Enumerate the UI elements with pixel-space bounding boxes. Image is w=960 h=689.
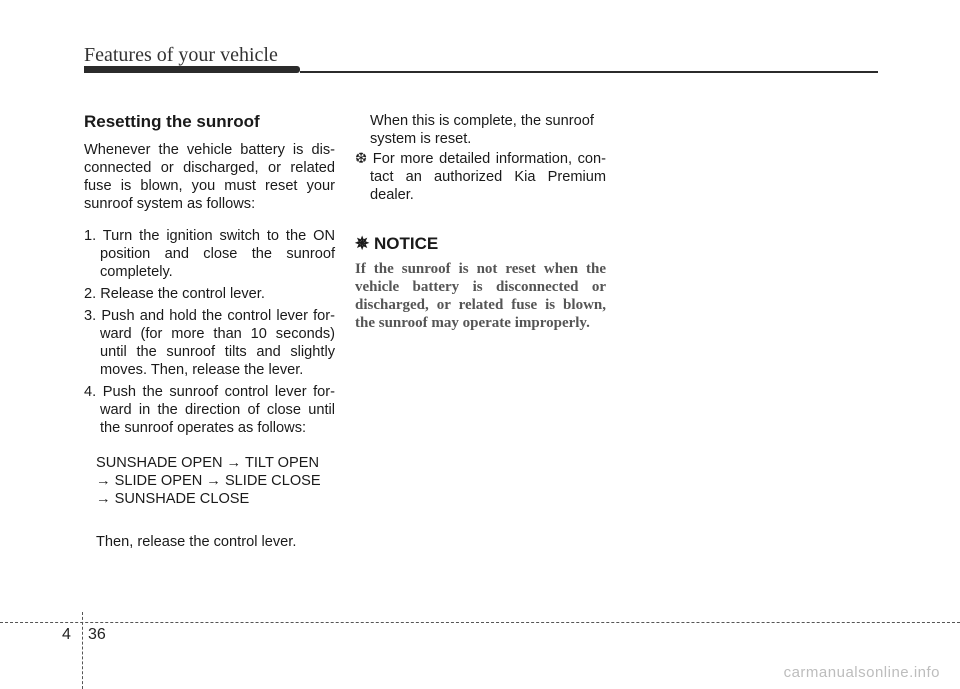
page-number: 36 <box>88 626 106 643</box>
chapter-number: 4 <box>62 626 71 643</box>
notice-heading: ✵ NOTICE <box>355 234 439 253</box>
header-rule-thin <box>300 71 878 73</box>
completion-text: When this is complete, the sunroof system is reset. <box>370 113 594 147</box>
footer-divider <box>0 622 960 623</box>
intro-paragraph: Whenever the vehicle battery is dis-connected or discharged, or related fuse is blown, you must reset your sunroof system as follows: <box>84 142 335 212</box>
left-column <box>84 112 335 551</box>
operation-sequence <box>96 454 335 508</box>
footer-vertical-divider <box>82 612 83 689</box>
notice-body: If the sunroof is not reset when the vehicle battery is disconnected or discharged, or related fuse is blown, the sunroof may operate improperly. <box>355 261 606 331</box>
sequence-line: SUNSHADE OPEN → TILT OPEN <box>96 455 320 471</box>
middle-column <box>355 112 606 332</box>
step-item: 1. Turn the ignition switch to the ON position and close the sunroof completely. <box>84 228 335 280</box>
header-rule-thick <box>84 66 300 73</box>
sequence-line: → SLIDE OPEN → SLIDE CLOSE <box>96 473 321 489</box>
info-note: ❆ For more detailed information, con-tact an authorized Kia Premium dealer. <box>355 151 606 203</box>
reset-steps-list <box>84 227 335 437</box>
section-heading: Resetting the sunroof <box>84 112 260 131</box>
sequence-line: → SUNSHADE CLOSE <box>96 491 250 507</box>
page-header-title: Features of your vehicle <box>84 44 278 66</box>
step-item: 3. Push and hold the control lever for-ward (for more than 10 seconds) until the sunroof tilts and slightly moves. Then, release the lever. <box>84 308 335 378</box>
step-item: 4. Push the sunroof control lever for-ward in the direction of close until the sunroof operates as follows: <box>84 384 335 436</box>
release-instruction: Then, release the control lever. <box>96 534 297 550</box>
step-item: 2. Release the control lever. <box>84 286 265 302</box>
watermark: carmanualsonline.info <box>783 664 940 681</box>
